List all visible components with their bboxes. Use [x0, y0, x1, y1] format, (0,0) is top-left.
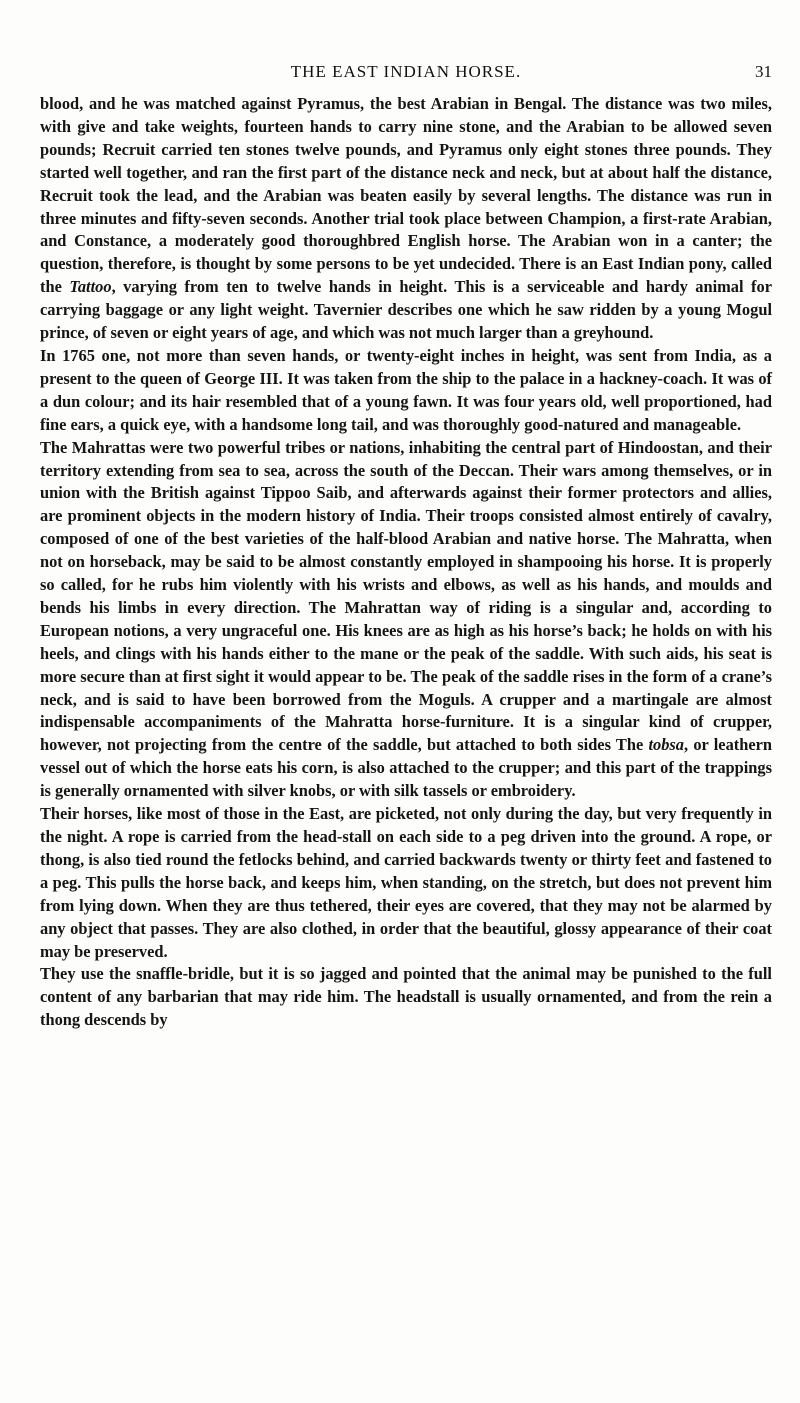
term-tattoo: Tattoo — [69, 277, 112, 297]
paragraph-text: Their horses, like most of those in the East, are picketed, not only during the day, but very frequently in the night. A rope is carried from the head-stall on each side to a peg driven into the ground. A rope, or thong, is also tied round the fetlocks behind, and carried backwards twenty or thirty feet and fastened to a peg. This pulls the horse back, and keeps him, when standing, on the stretch, but does not prevent him from lying down. When they are thus tethered, their eyes are covered, that they may not be alarmed by any object that passes. They are also clothed, in order that the beautiful, glossy appearance of their coat may be preserved. — [40, 804, 772, 961]
running-title: THE EAST INDIAN HORSE. — [290, 62, 522, 81]
paragraph-text: , or leathern vessel out of which the horse eats his corn, is also attached to the crupper; and this part of the trappings is generally ornamented with silver knobs, or with silk tassels or embroidery. — [40, 735, 773, 801]
paragraph-1 — [40, 93, 772, 345]
paragraph-text: In 1765 one, not more than seven hands, or twenty-eight inches in height, was sent from India, as a present to the queen of George III. It was taken from the ship to the palace in a hackney-coach. It was of a dun colour; and its hair resembled that of a young fawn. It was four years old, well proportioned, had fine ears, a quick eye, with a handsome long tail, and was thoroughly good-natured and manageable. — [40, 345, 772, 434]
paragraph-2 — [40, 345, 772, 437]
paragraph-text: blood, and he was matched against Pyramus, the best Arabian in Bengal. The distance was two miles, with give and take weights, fourteen hands to carry nine stone, and the Arabian to be allowed seven pounds; Recruit carried ten stones twelve pounds, and Pyramus only eight stones three pounds. They started well together, and ran the first part of the distance neck and neck, but at about half the distance, Recruit took the lead, and the Arabian was beaten easily by several lengths. The distance was run in three minutes and fifty-seven seconds. Another trial took place between Champion, a first-rate Arabian, and Constance, a moderately good thoroughbred English horse. The Arabian won in a canter; the question, therefore, is thought by some persons to be yet undecided. There is an East Indian pony, called the — [40, 94, 772, 297]
body-text — [40, 93, 772, 1032]
term-tobsa: tobsa — [648, 735, 684, 755]
paragraph-5 — [40, 963, 772, 1032]
paragraph-4 — [40, 803, 772, 963]
paragraph-3 — [40, 437, 772, 804]
running-head — [40, 62, 772, 88]
paragraph-text: , varying from ten to twelve hands in height. This is a serviceable and hardy animal for carrying baggage or any light weight. Tavernier describes one which he saw ridden by a young Mogul prince, of seven or eight years of age, and which was not much larger than a greyhound. — [40, 277, 772, 343]
page-number: 31 — [755, 62, 772, 81]
paragraph-text: They use the snaffle-bridle, but it is so jagged and pointed that the animal may be punished to the full content of any barbarian that may ride him. The headstall is usually ornamented, and from the rein a thong descends by — [40, 964, 772, 1030]
paragraph-text: The Mahrattas were two powerful tribes or nations, inhabiting the central part of Hindoostan, and their territory extending from sea to sea, across the south of the Deccan. Their wars among themselves, or in union with the British against Tippoo Saib, and afterwards against their former protectors and allies, are prominent objects in the modern history of India. Their troops consisted almost entirely of cavalry, composed of one of the best varieties of the half-blood Arabian and native horse. The Mahratta, when not on horseback, may be said to be almost constantly employed in shampooing his horse. It is properly so called, for he rubs him violently with his wrists and elbows, as well as his hands, and moulds and bends his limbs in every direction. The Mahrattan way of riding is a singular and, according to European notions, a very ungraceful one. His knees are as high as his horse’s back; he holds on with his heels, and clings with his hands either to the mane or the peak of the saddle. With such aids, his seat is more secure than at first sight it would appear to be. The peak of the saddle rises in the form of a crane’s neck, and is said to have been borrowed from the Moguls. A crupper and a martingale are almost indispensable accompaniments of the Mahratta horse-furniture. It is a singular kind of crupper, however, not projecting from the centre of the saddle, but attached to both sides The — [40, 437, 772, 755]
